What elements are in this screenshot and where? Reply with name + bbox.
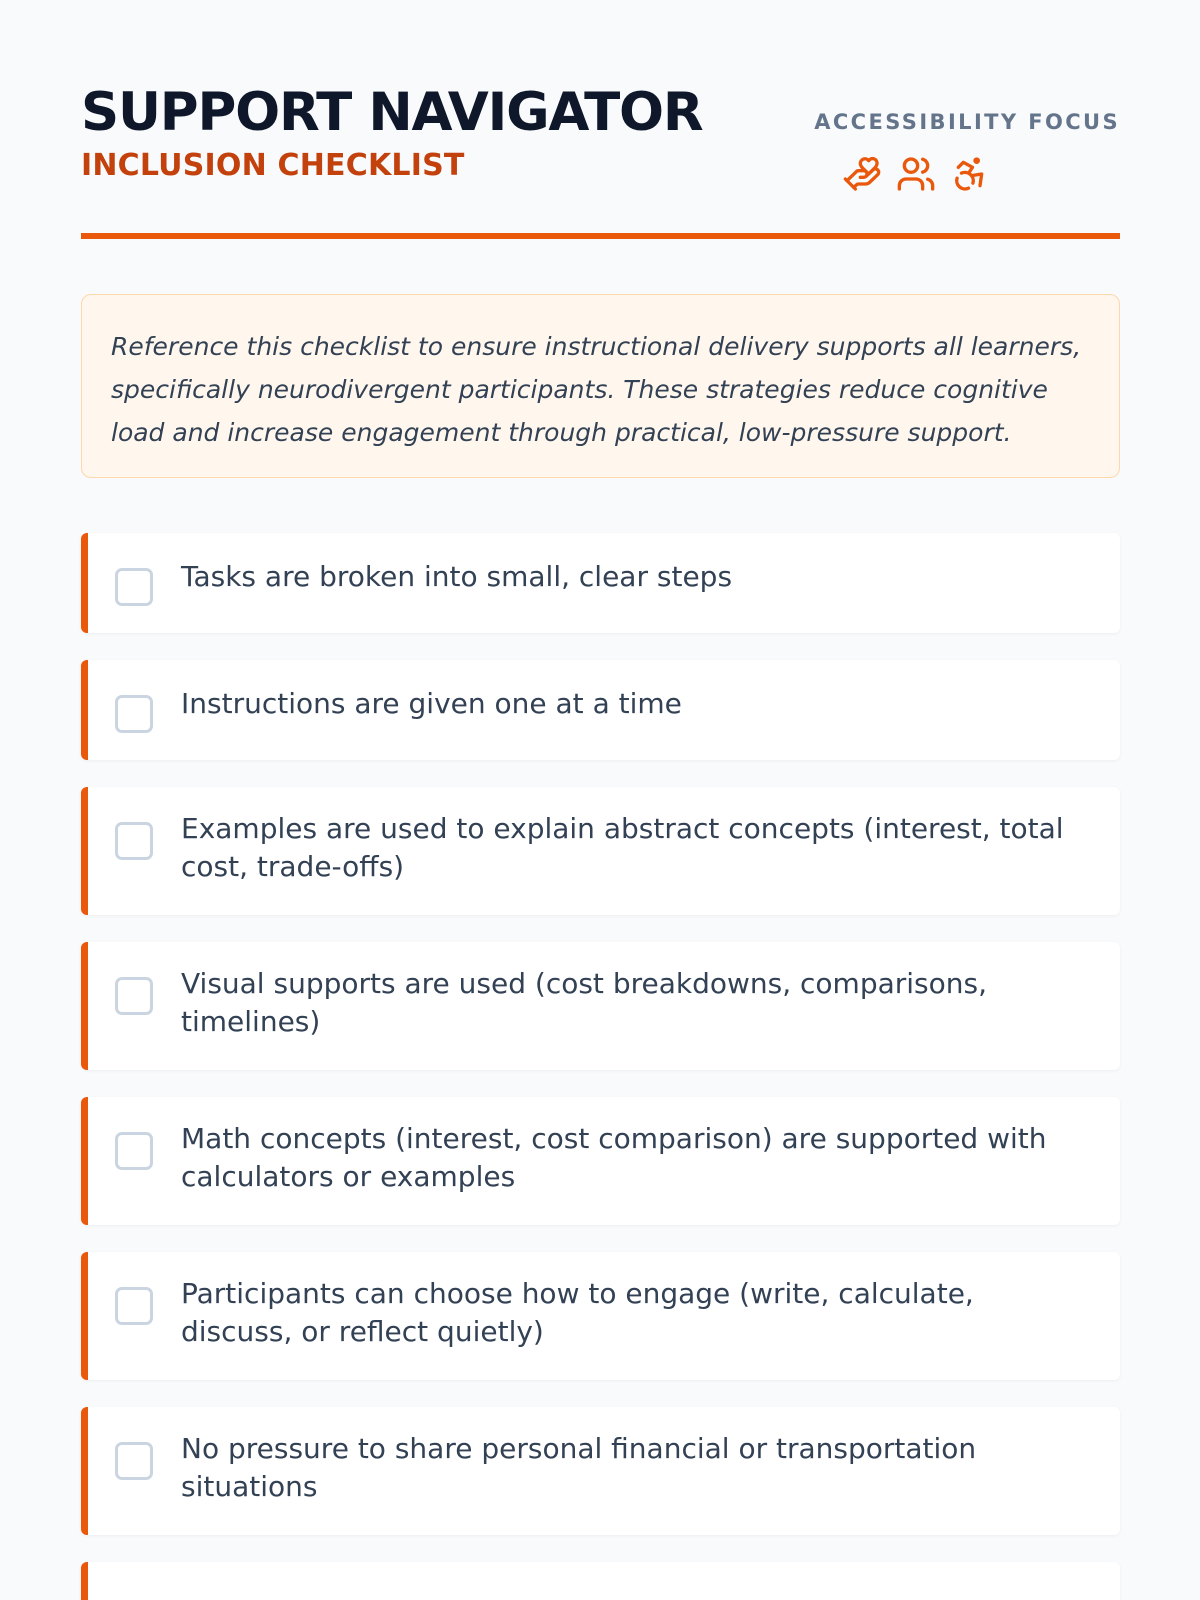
checklist-page bbox=[81, 0, 1120, 1600]
checklist-item[interactable] bbox=[81, 942, 1120, 1070]
page-header bbox=[81, 78, 1120, 198]
checklist-item-label: Visual supports are used (cost breakdowns, comparisons, timelines) bbox=[181, 967, 987, 1038]
checkbox[interactable] bbox=[115, 822, 153, 860]
checklist-item-label: Math concepts (interest, cost comparison) are supported with calculators or examples bbox=[181, 1122, 1047, 1193]
intro-note bbox=[81, 294, 1120, 478]
checklist-item[interactable] bbox=[81, 533, 1120, 633]
accessibility-focus-icons bbox=[842, 154, 990, 194]
checkbox[interactable] bbox=[115, 977, 153, 1015]
checklist-item[interactable] bbox=[81, 1097, 1120, 1225]
checkbox[interactable] bbox=[115, 695, 153, 733]
checklist-item-label: No pressure to share personal financial or transportation situations bbox=[181, 1432, 977, 1503]
intro-text: Reference this checklist to ensure instructional delivery supports all learners, specifically neurodivergent participants. These strategies reduce cognitive load and increase engagement through practical, low-pressure support. bbox=[111, 332, 1082, 447]
checklist-item-label: Examples are used to explain abstract concepts (interest, total cost, trade-offs) bbox=[181, 812, 1064, 883]
page-subtitle: INCLUSION CHECKLIST bbox=[81, 148, 465, 183]
hand-heart-icon bbox=[842, 154, 882, 194]
accessibility-focus-label: ACCESSIBILITY FOCUS bbox=[814, 110, 1120, 134]
checklist-item-label: Participants can choose how to engage (write, calculate, discuss, or reflect quietly) bbox=[181, 1277, 974, 1348]
checkbox[interactable] bbox=[115, 568, 153, 606]
page-title: SUPPORT NAVIGATOR bbox=[81, 82, 703, 143]
checklist-item-label: Instructions are given one at a time bbox=[181, 687, 682, 720]
checkbox[interactable] bbox=[115, 1132, 153, 1170]
checklist-item[interactable] bbox=[81, 1252, 1120, 1380]
users-icon bbox=[896, 154, 936, 194]
checkbox[interactable] bbox=[115, 1442, 153, 1480]
checklist-item-label: Tasks are broken into small, clear steps bbox=[181, 560, 733, 593]
accessibility-focus bbox=[810, 108, 1120, 136]
checklist-item[interactable] bbox=[81, 1562, 1120, 1600]
header-divider bbox=[81, 233, 1120, 239]
checkbox[interactable] bbox=[115, 1287, 153, 1325]
checklist-item[interactable] bbox=[81, 787, 1120, 915]
checklist-item[interactable] bbox=[81, 660, 1120, 760]
accessibility-icon bbox=[950, 154, 990, 194]
checklist-item[interactable] bbox=[81, 1407, 1120, 1535]
